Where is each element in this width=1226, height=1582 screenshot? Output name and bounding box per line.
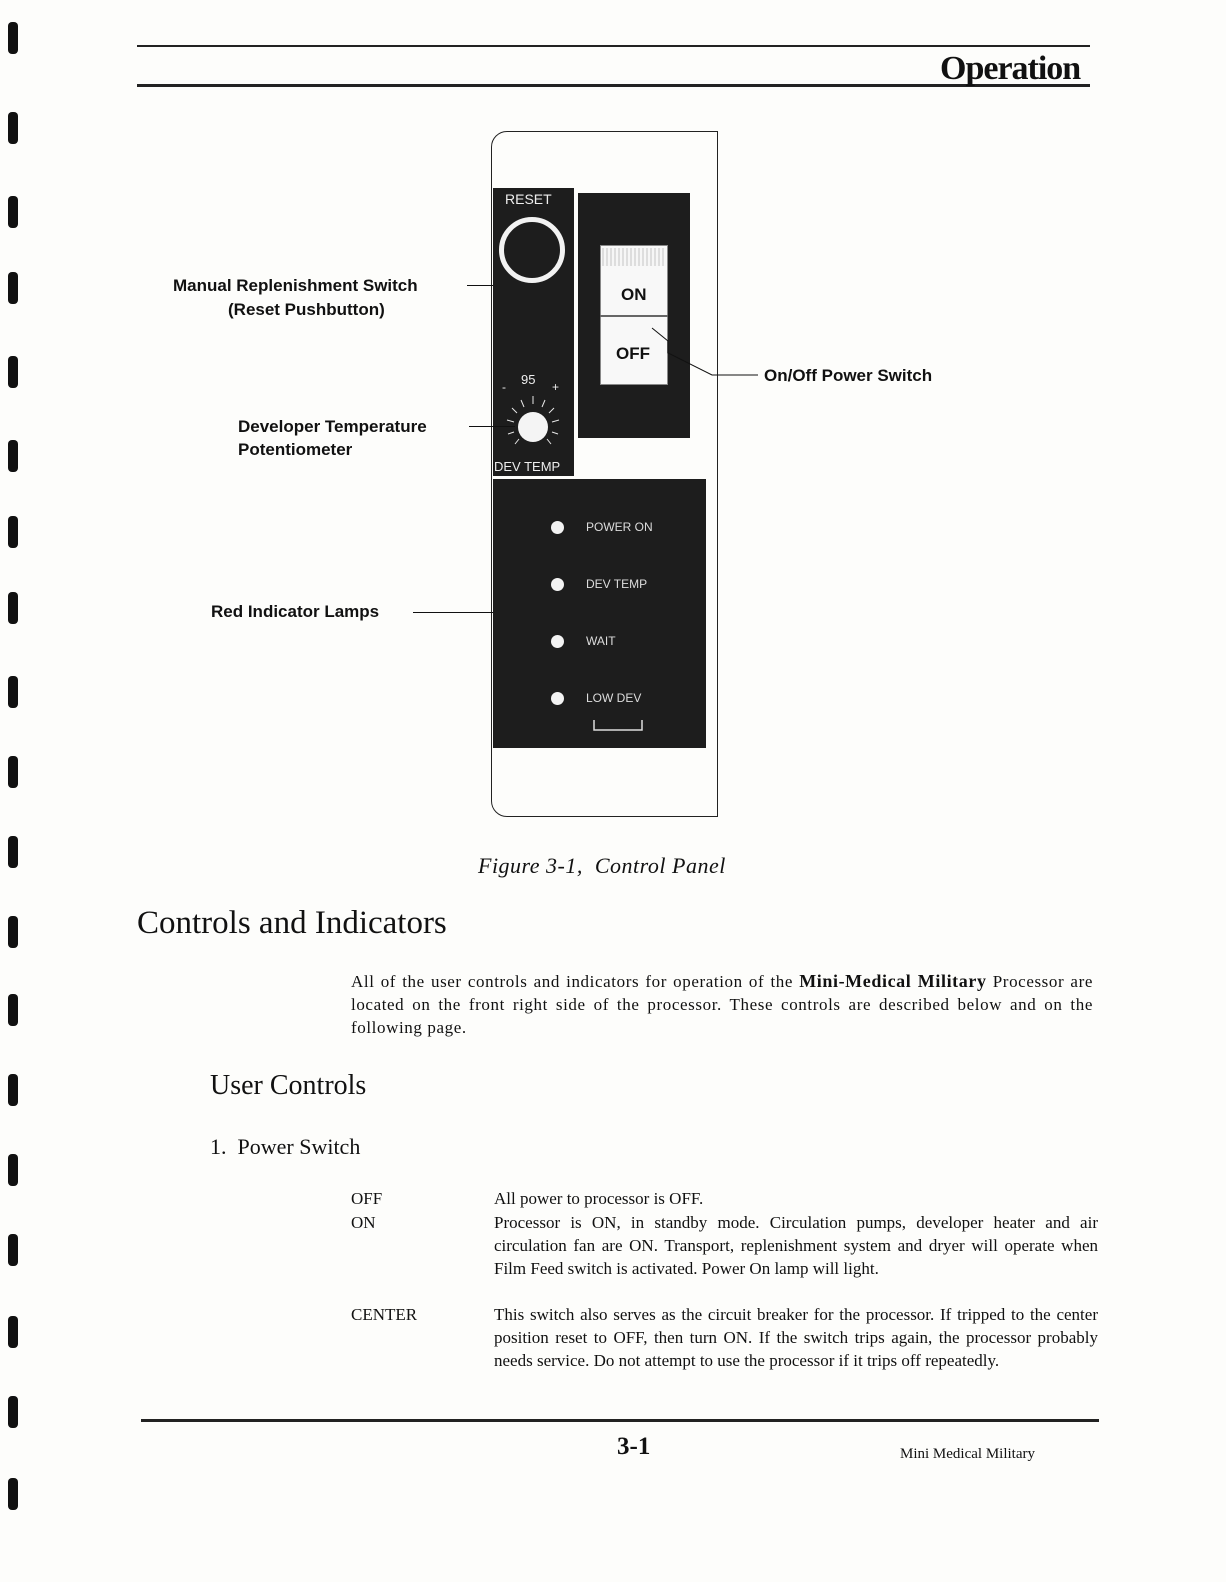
- dev-temp-lamp-label: DEV TEMP: [586, 577, 648, 591]
- subheading-user-controls: User Controls: [210, 1070, 367, 1101]
- low-dev-lamp: [551, 692, 564, 705]
- callout-manual-replenishment: Manual Replenishment Switch: [173, 276, 418, 295]
- term-on: ON: [351, 1213, 376, 1232]
- section-title: Operation: [940, 50, 1081, 87]
- intro-paragraph: [351, 970, 1093, 1039]
- dev-temp-label: DEV TEMP: [494, 459, 561, 474]
- reset-pushbutton[interactable]: [499, 217, 565, 283]
- power-on-lamp-label: POWER ON: [586, 520, 653, 534]
- definition-center: This switch also serves as the circuit breaker for the processor. If tripped to the center position reset to OFF, then turn ON. If the switch trips again, the processor probably needs service. Do not attempt to use the processor if it trips off repeatedly.: [494, 1305, 1098, 1370]
- intro-text-end: Processor are located on the front right side of the processor. These controls are described below and on the following page.: [351, 972, 1093, 1037]
- intro-text-start: All of the user controls and indicators for operation of the: [351, 972, 800, 991]
- dev-temp-lamp: [551, 578, 564, 591]
- binding-hole: [8, 756, 18, 788]
- switch-on-label: ON: [621, 285, 647, 304]
- binding-hole: [8, 1074, 18, 1106]
- low-dev-bracket-icon: [592, 718, 644, 732]
- definition-on: Processor is ON, in standby mode. Circulation pumps, developer heater and air circulation fan are ON. Transport, replenishment system and dryer will operate when Film Feed switch is activated. Power On lamp will light.: [494, 1213, 1098, 1278]
- figure-caption: Figure 3-1, Control Panel: [478, 853, 726, 878]
- binding-hole: [8, 356, 18, 388]
- switch-texture: [602, 248, 666, 266]
- binding-hole: [8, 112, 18, 144]
- header-rule-top: [137, 45, 1090, 47]
- low-dev-lamp-label: LOW DEV: [586, 691, 642, 705]
- binding-hole: [8, 994, 18, 1026]
- binding-hole: [8, 1316, 18, 1348]
- dev-temp-potentiometer-knob[interactable]: [493, 392, 574, 462]
- binding-hole: [8, 1154, 18, 1186]
- binding-hole: [8, 916, 18, 948]
- leader-power-switch: [650, 325, 762, 380]
- wait-lamp: [551, 635, 564, 648]
- binding-hole: [8, 1396, 18, 1428]
- leader-red-lamps: [413, 612, 493, 613]
- term-center: CENTER: [351, 1305, 418, 1324]
- binding-hole: [8, 516, 18, 548]
- footer-rule: [141, 1419, 1099, 1422]
- callout-power-switch: On/Off Power Switch: [764, 366, 933, 385]
- item-power-switch-title: 1. Power Switch: [210, 1134, 361, 1159]
- binding-hole: [8, 1234, 18, 1266]
- term-off: OFF: [351, 1189, 383, 1208]
- binding-hole: [8, 1478, 18, 1510]
- callout-reset-pushbutton: (Reset Pushbutton): [228, 300, 385, 319]
- leader-manual-replenishment: [467, 285, 493, 286]
- product-name: Mini-Medical Military: [799, 971, 987, 991]
- binding-hole: [8, 592, 18, 624]
- binding-hole: [8, 836, 18, 868]
- binding-hole: [8, 440, 18, 472]
- dial-value: 95: [521, 372, 536, 387]
- dial-plus: +: [552, 380, 560, 394]
- wait-lamp-label: WAIT: [586, 634, 616, 648]
- callout-potentiometer: Potentiometer: [238, 440, 353, 459]
- power-on-lamp: [551, 521, 564, 534]
- section-heading: Controls and Indicators: [137, 905, 447, 941]
- callout-developer-temperature: Developer Temperature: [238, 417, 427, 436]
- binding-hole: [8, 272, 18, 304]
- switch-off-label: OFF: [616, 344, 650, 363]
- callout-red-indicator-lamps: Red Indicator Lamps: [211, 602, 380, 621]
- reset-label: RESET: [505, 191, 552, 207]
- leader-dev-temp: [469, 426, 515, 427]
- definition-off: All power to processor is OFF.: [494, 1189, 704, 1208]
- binding-hole: [8, 196, 18, 228]
- page-number: 3-1: [617, 1433, 651, 1460]
- binding-hole: [8, 22, 18, 54]
- binding-hole: [8, 676, 18, 708]
- dial-minus: -: [502, 380, 506, 394]
- footer-document-name: Mini Medical Military: [900, 1446, 1035, 1462]
- switch-divider: [600, 315, 668, 317]
